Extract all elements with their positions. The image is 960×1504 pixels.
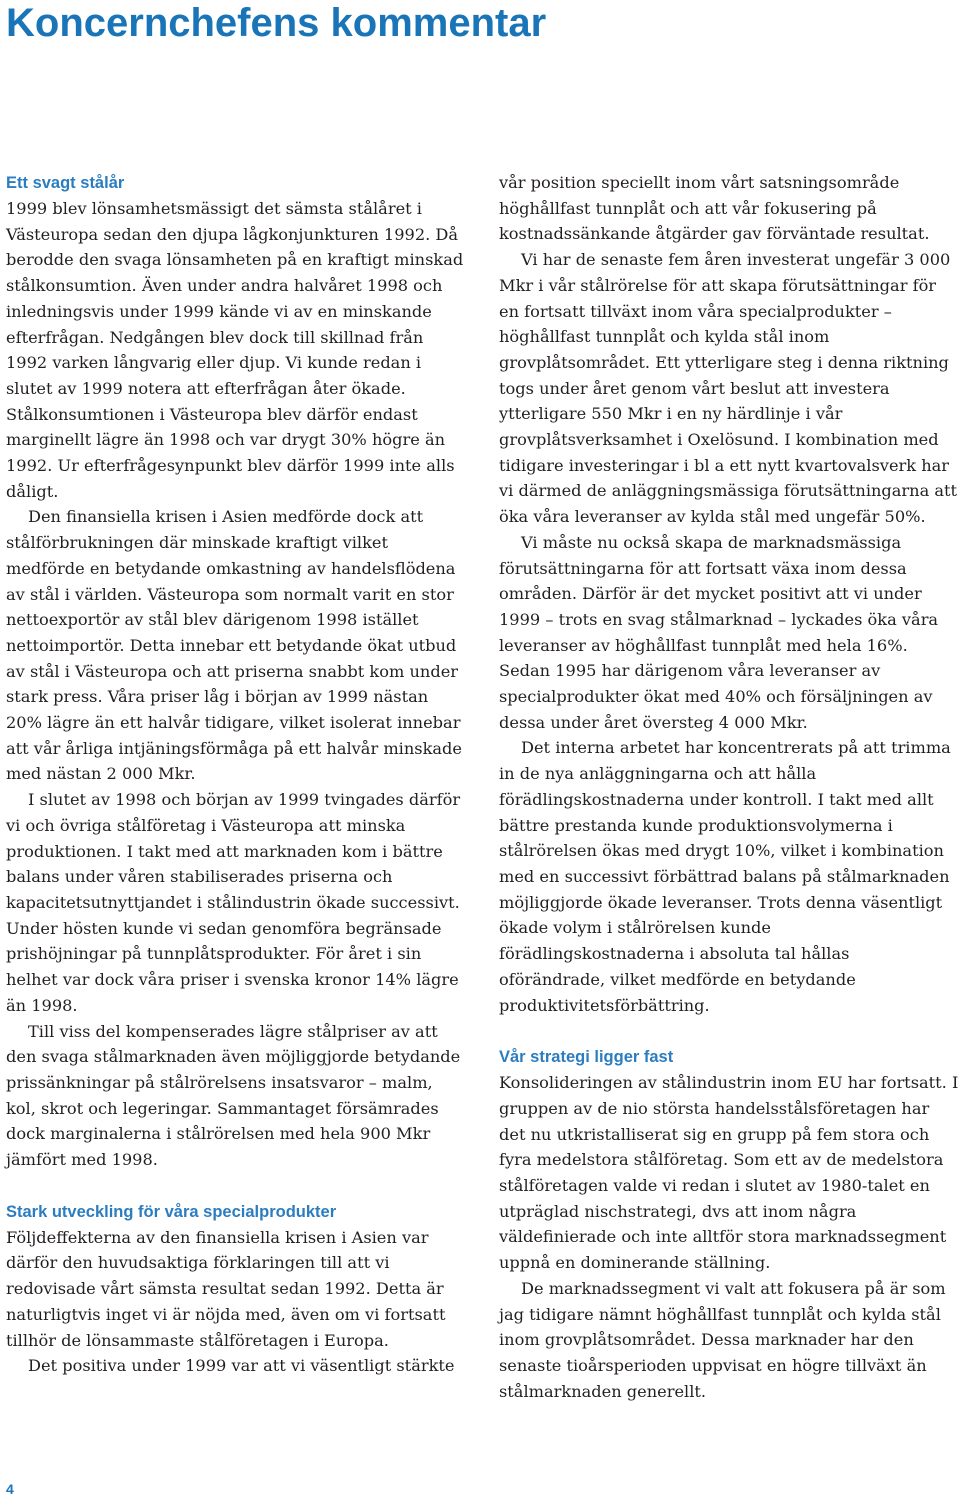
paragraph: Vi måste nu också skapa de marknadsmässiga förutsättningarna för att fortsatt växa inom dessa områden. Därför är det mycket positivt att vi under 1999 – trots en svag stålmarknad – lyckades öka våra leveranser av höghållfast tunnplåt med hela 16%. Sedan 1995 har därigenom våra leveranser av specialprodukter ökat med 40% och försäljningen av dessa under året översteg 4 000 Mkr. (499, 532, 939, 732)
paragraph: De marknadssegment vi valt att fokusera på är som jag tidigare nämnt höghållfast tunnplåt och kylda stål inom grovplåtsområdet. Dessa marknader har den senaste tioårsperioden uppvisat en högre tillväxt än stålmarknaden generellt. (499, 1278, 946, 1401)
paragraph: Följdeffekterna av den finansiella krisen i Asien var därför den huvudsaktiga förklaringen till att vi redovisade vårt sämsta resultat sedan 1992. Detta är naturligtvis inget vi är nöjda med, även om vi fortsatt tillhör de lönsammaste stålföretagen i Europa. (6, 1227, 446, 1350)
page-title: Koncernchefens kommentar (6, 1, 547, 45)
paragraph: Konsolideringen av stålindustrin inom EU har fortsatt. I gruppen av de nio största handelsstålsföretagen har det nu utkristalliserat sig en grupp på fem stora och fyra medelstora stålföretag. Som ett av de medelstora stålföretagen valde vi redan i slutet av 1980-talet en utpräglad nischstrategi, dvs att inom några väldefinierade och inte alltför stora marknadssegment uppnå en dominerande ställning. (499, 1073, 959, 1273)
paragraph: I slutet av 1998 och början av 1999 tvingades därför vi och övriga stålföretag i Västeuropa att minska produktionen. I takt med att marknaden kom i bättre balans under våren stabiliserades priserna och kapacitetsutnyttjandet i stålindustrin ökade successivt. Under hösten kunde vi sedan genomföra begränsade prishöjningar på tunnplåtsprodukter. För året i sin helhet var dock våra priser i svenska kronor 14% lägre än 1998. (6, 790, 461, 1015)
left-column (6, 170, 466, 1379)
section-heading-specialty-products: Stark utveckling för våra specialprodukter (6, 1202, 337, 1221)
section-spacer (6, 1173, 466, 1199)
paragraph: Det interna arbetet har koncentrerats på att trimma in de nya anläggningarna och att hålla förädlingskostnaderna under kontroll. I takt med allt bättre prestanda kunde produktionsvolymerna i stålrörelsen ökas med drygt 10%, vilket i kombination med en successivt förbättrad balans på stålmarknaden möjliggjorde ökade leveranser. Trots denna väsentligt ökade volym i stålrörelsen kunde förädlingskostnaderna i absoluta tal hållas oförändrade, vilket medförde en betydande produktivitetsförbättring. (499, 738, 951, 1015)
paragraph: Den finansiella krisen i Asien medförde dock att stålförbrukningen där minskade kraftigt vilket medförde en betydande omkastning av handelsflödena av stål i världen. Västeuropa som normalt varit en stor nettoexportör av stål blev därigenom 1998 istället nettoimportör. Detta innebar ett betydande ökat utbud av stål i Västeuropa och att priserna snabbt kom under stark press. Våra priser låg i början av 1999 nästan 20% lägre än ett halvår tidigare, vilket isolerat innebar att vår årliga intjäningsförmåga på ett halvår minskade med nästan 2 000 Mkr. (6, 507, 462, 784)
paragraph: Det positiva under 1999 var att vi väsentligt stärkte (28, 1356, 455, 1376)
paragraph: Till viss del kompenserades lägre stålpriser av att den svaga stålmarknaden även möjliggjorde betydande prissänkningar på stålrörelsens insatsvaror – malm, kol, skrot och legeringar. Sammantaget försämrades dock marginalerna i stålrörelsen med hela 900 Mkr jämfört med 1998. (6, 1021, 461, 1170)
right-column (499, 170, 959, 1404)
section-heading-strategy: Vår strategi ligger fast (499, 1048, 674, 1067)
paragraph: vår position speciellt inom vårt satsningsområde höghållfast tunnplåt och att vår fokusering på kostnadssänkande åtgärder gav förväntade resultat. (499, 173, 930, 244)
paragraph: 1999 blev lönsamhetsmässigt det sämsta stålåret i Västeuropa sedan den djupa lågkonjunkturen 1992. Då berodde den svaga lönsamheten på en kraftigt minskad stålkonsumtion. Även under andra halvåret 1998 och inledningsvis under 1999 kände vi av en minskande efterfrågan. Nedgången blev dock till skillnad från 1992 varken långvarig eller djup. Vi kunde redan i slutet av 1999 notera att efterfrågan åter ökade. Stålkonsumtionen i Västeuropa blev därför endast marginellt lägre än 1998 och var drygt 30% högre än 1992. Ur efterfrågesynpunkt blev därför 1999 inte alls dåligt. (6, 199, 464, 501)
paragraph: Vi har de senaste fem åren investerat ungefär 3 000 Mkr i vår stålrörelse för att skapa förutsättningar för en fortsatt tillväxt inom våra specialprodukter – höghållfast tunnplåt och kylda stål inom grovplåtsområdet. Ett ytterligare steg i denna riktning togs under året genom vårt beslut att investera ytterligare 550 Mkr i en ny härdlinje i vår grovplåtsverksamhet i Oxelösund. I kombination med tidigare investeringar i bl a ett nytt kvartovalsverk har vi därmed de anläggningsmässiga förutsättningarna att öka våra leveranser av kylda stål med ungefär 50%. (499, 250, 958, 527)
page-number: 4 (6, 1481, 14, 1497)
section-spacer (499, 1018, 959, 1044)
section-heading-weak-steel-year: Ett svagt stålår (6, 174, 125, 192)
